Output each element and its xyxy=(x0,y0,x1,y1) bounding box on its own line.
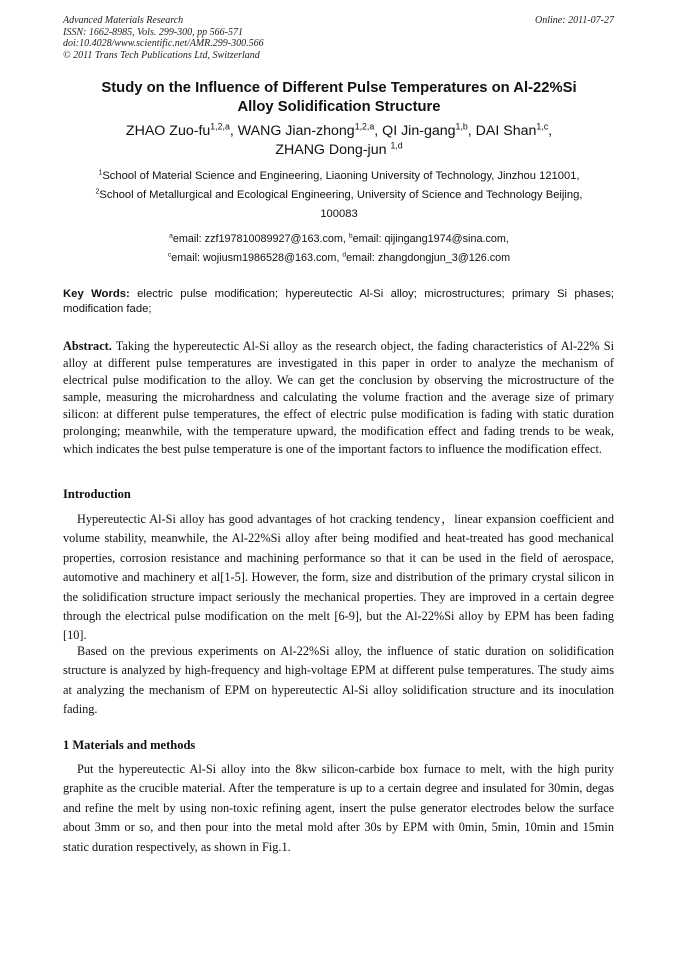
doi-line: doi:10.4028/www.scientific.net/AMR.299-300.566 xyxy=(63,38,264,49)
email-link[interactable]: email: zzf197810089927@163.com, xyxy=(172,233,349,245)
author-line-1 xyxy=(60,122,618,141)
author-name: , QI Jin-gang xyxy=(374,123,456,139)
affiliation-zip: 100083 xyxy=(320,208,358,220)
author-separator: , xyxy=(548,123,553,139)
author-list xyxy=(60,122,618,160)
author-name: , WANG Jian-zhong xyxy=(229,123,355,139)
affiliation-2 xyxy=(60,186,618,205)
email-mark: d xyxy=(342,251,347,259)
keywords-label: Key Words: xyxy=(63,288,130,300)
title-line-1: Study on the Influence of Different Pulse Temperatures on Al-22%Si xyxy=(101,80,577,96)
email-mark: a xyxy=(169,232,173,240)
author-affil-mark: 1,b xyxy=(455,121,468,132)
introduction-paragraph-1: Hypereutectic Al-Si alloy has good advantages of hot cracking tendency，linear expansion coefficient and volume stability, meanwhile, the Al-22%Si alloy after being modified and heat-treated has good mechanical properties, corrosion resistance and machining performance so that it can be used in the field of aerospace, automotive and machinery et al[1-5]. However, the form, size and distribution of the primary crystal silicon in the solidification structure impact seriously the mechanical properties. They are improved in a certain degree through the electrical pulse modification on the melt [6-9], but the Al-22%Si alloy by EPM has been fading [10]. xyxy=(63,512,614,643)
keywords xyxy=(63,287,614,317)
keywords-text: electric pulse modification; hypereutectic Al-Si alloy; microstructures; primary Si phases; modification fade; xyxy=(63,288,614,315)
title-line-2: Alloy Solidification Structure xyxy=(237,99,441,115)
email-mark: b xyxy=(348,232,353,240)
email-list xyxy=(60,230,618,268)
copyright-line: © 2011 Trans Tech Publications Ltd, Switzerland xyxy=(63,49,260,61)
author-affil-mark: 1,d xyxy=(390,140,403,151)
introduction-heading: Introduction xyxy=(63,487,131,501)
author-name: , DAI Shan xyxy=(467,123,537,139)
author-line-2 xyxy=(60,141,618,160)
online-date: Online: 2011-07-27 xyxy=(535,15,614,26)
email-mark: c xyxy=(167,251,172,259)
email-link[interactable]: email: qijingang1974@sina.com, xyxy=(352,233,509,245)
methods-heading: 1 Materials and methods xyxy=(63,738,196,752)
author-name: ZHANG Dong-jun xyxy=(275,142,391,158)
abstract-text: Taking the hypereutectic Al-Si alloy as the research object, the fading characteristics of Al-22% Si alloy at different pulse temperatures are investigated in this paper in order to analyze the mechanism of electrical pulse modification to the alloy. We can get the conclusion by observing the microstructure of the sample, measuring the microhardness and calculating the volume fraction and the average size of primary silicon: at different pulse temperatures, the effect of electric pulse modification is fading with static duration prolonging; meanwhile, with the temperature upward, the modification effect and fading trends to be weak, which indicates the best pulse temperature is one of the important factors to influence the modification effect. xyxy=(63,339,614,456)
email-line-2 xyxy=(60,249,618,268)
issn-line: ISSN: 1662-8985, Vols. 299-300, pp 566-571 xyxy=(63,26,243,38)
author-affil-mark: 1,c xyxy=(536,121,549,132)
affiliation-text: School of Material Science and Engineering, Liaoning University of Technology, Jinzhou 121001, xyxy=(102,170,580,182)
author-name: ZHAO Zuo-fu xyxy=(125,123,211,139)
affiliations xyxy=(60,167,618,224)
author-affil-mark: 1,2,a xyxy=(354,121,375,132)
author-affil-mark: 1,2,a xyxy=(210,121,230,132)
journal-name: Advanced Materials Research xyxy=(63,15,184,26)
journal-header xyxy=(63,15,264,61)
email-link[interactable]: email: zhangdongjun_3@126.com xyxy=(346,252,511,264)
affiliation-text: School of Metallurgical and Ecological Engineering, University of Science and Technology Beijing, xyxy=(99,189,583,201)
affiliation-1 xyxy=(60,167,618,186)
email-line-1 xyxy=(60,230,618,249)
abstract xyxy=(63,338,614,458)
affil-mark: 2 xyxy=(95,188,100,196)
email-link[interactable]: email: wojiusm1986528@163.com, xyxy=(171,252,343,264)
abstract-label: Abstract. xyxy=(63,339,112,353)
introduction-paragraph-2: Based on the previous experiments on Al-22%Si alloy, the influence of static duration on solidification structure is analyzed by high-frequency and high-voltage EPM at different pulse temperatures. The study aims at analyzing the mechanism of EPM on hypereutectic Al-Si alloy solidification structure and its inoculation fading. xyxy=(63,644,614,717)
affil-mark: 1 xyxy=(98,169,103,177)
methods-paragraph-1: Put the hypereutectic Al-Si alloy into the 8kw silicon-carbide box furnace to melt, with the high purity graphite as the crucible material. After the temperature is up to a certain degree and insulated for 30min, degas and refine the melt by using non-toxic refining agent, insert the pulse generator electrodes below the surface about 3mm or so, and then pour into the metal mold after 30s by EPM with 0min, 5min, 10min and 15min static duration respectively, as shown in Fig.1. xyxy=(63,762,614,854)
paper-title xyxy=(60,79,618,117)
